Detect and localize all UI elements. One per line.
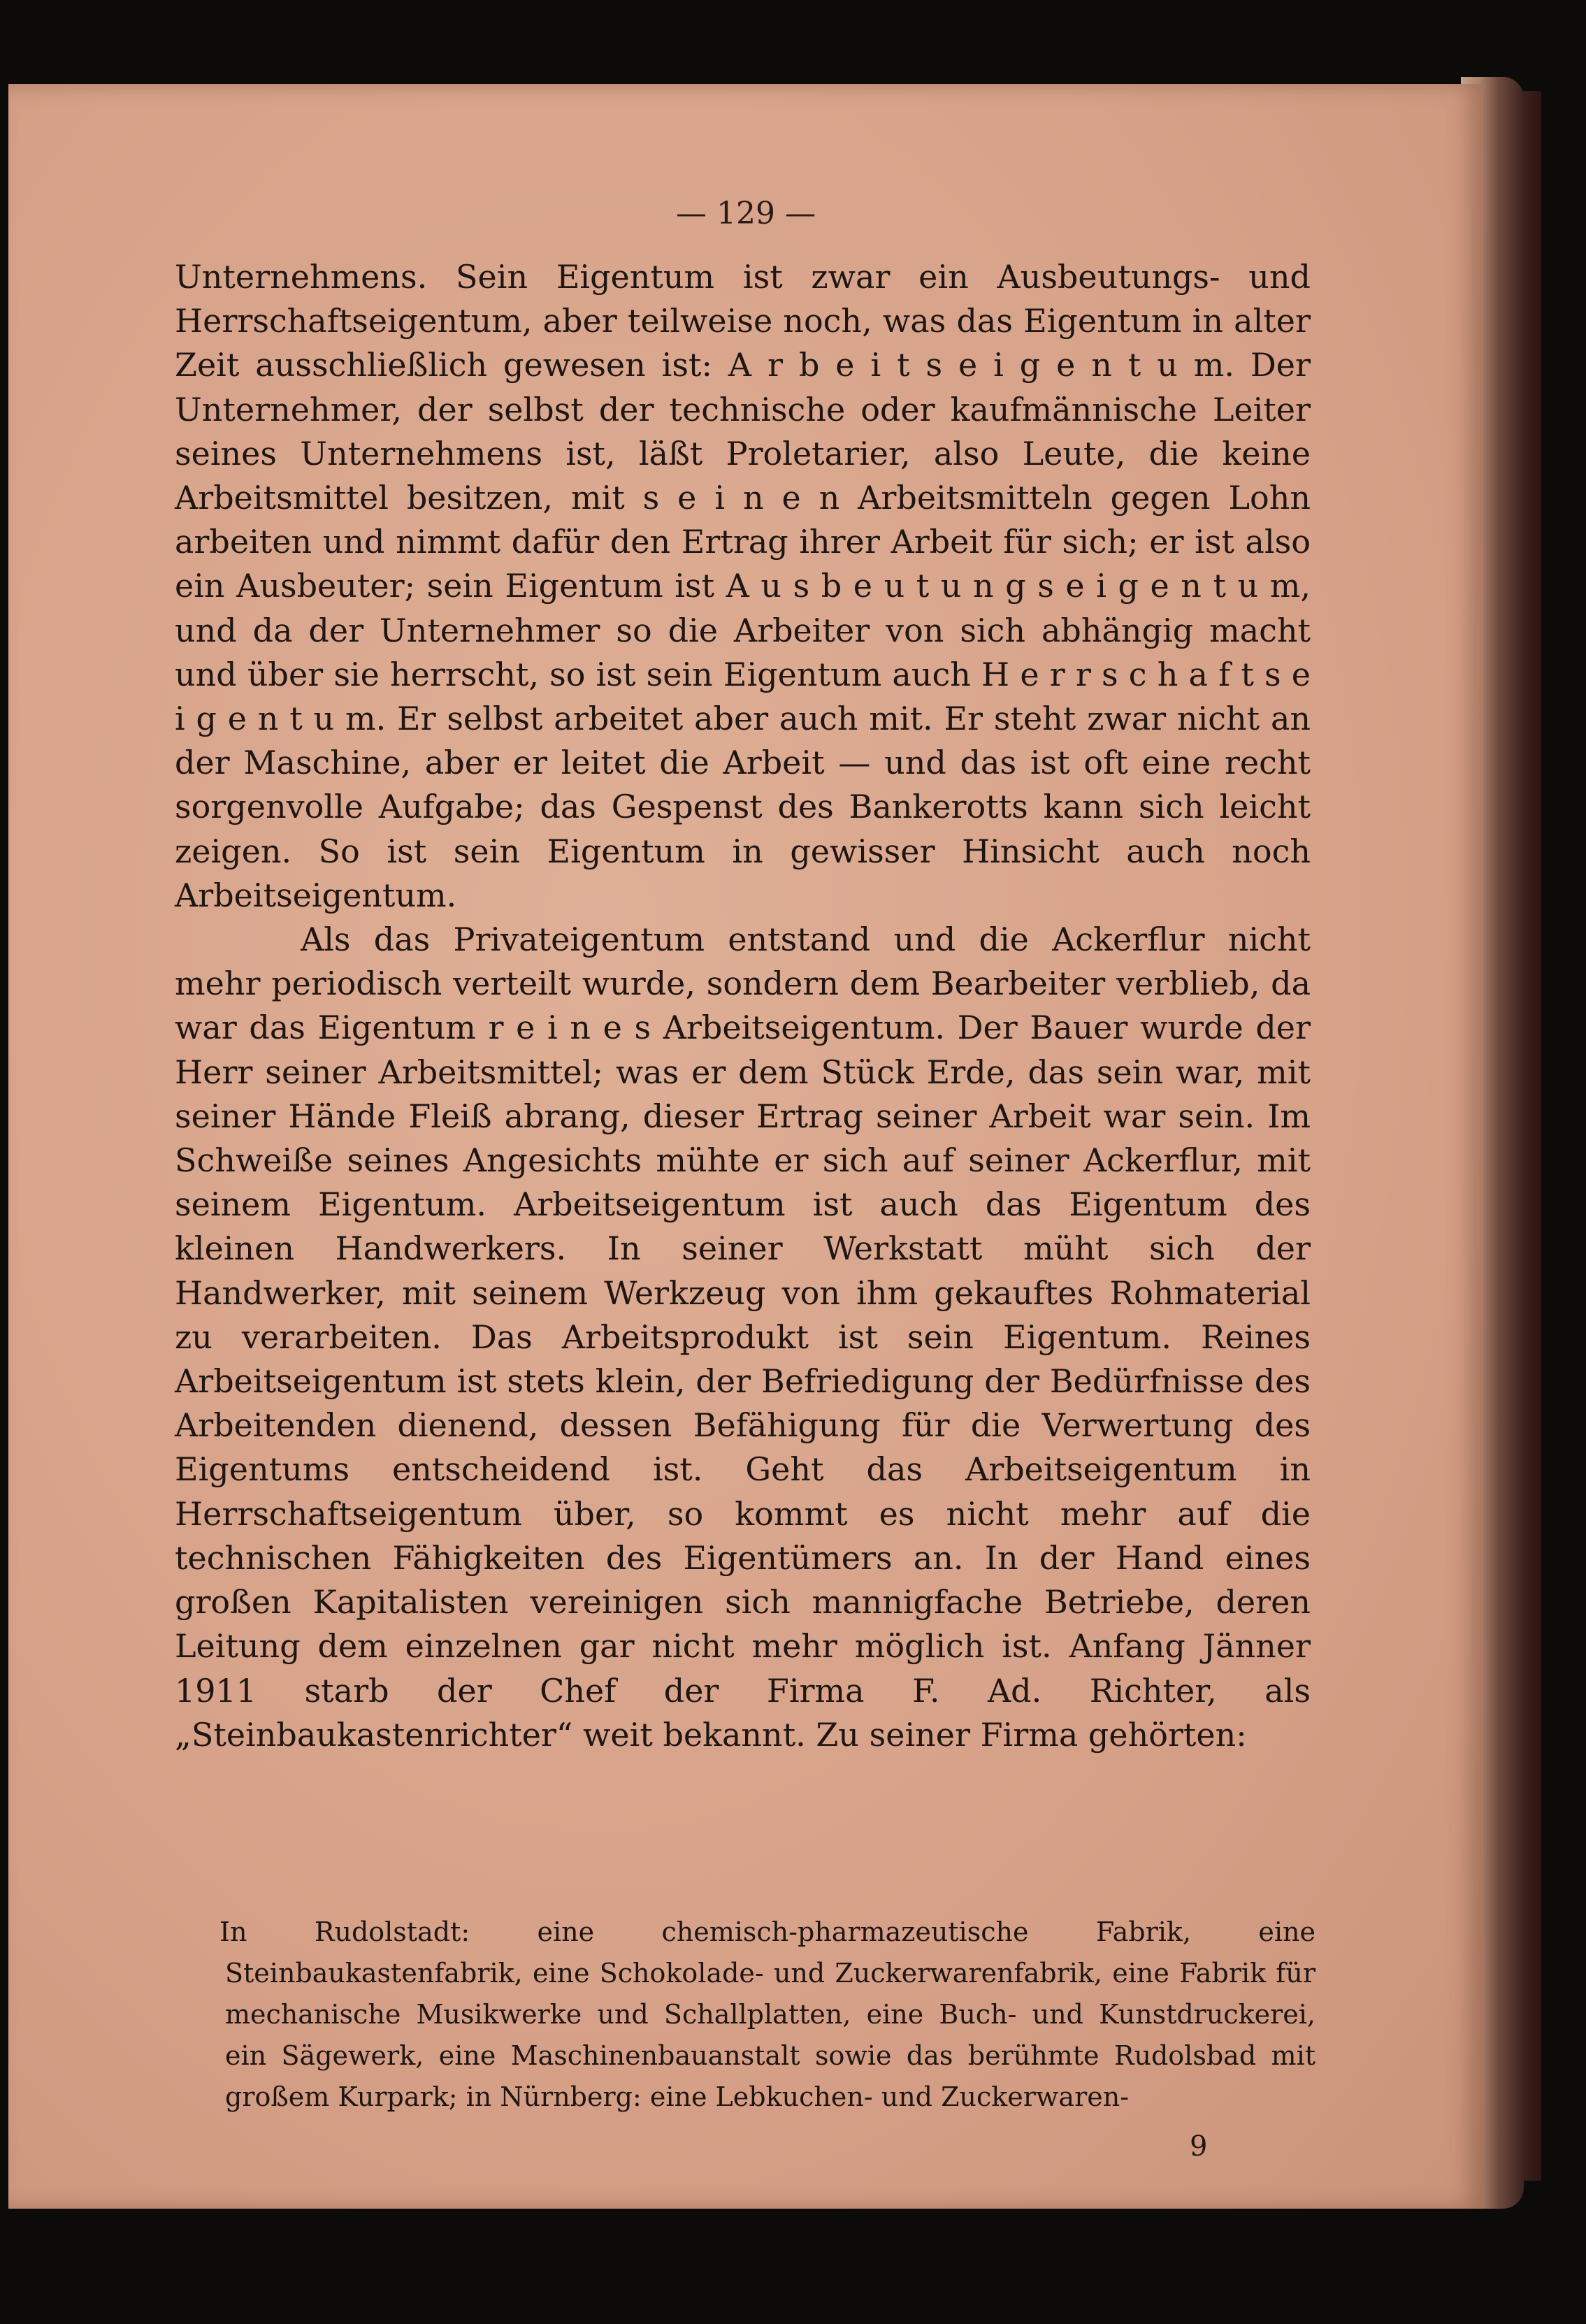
signature-mark: 9	[1190, 2130, 1208, 2163]
small-print-list: In Rudolstadt: eine chemisch-pharmazeutische Fabrik, eine Steinbaukastenfabrik, eine Schokolade- und Zuckerwarenfabrik, eine Fabrik für mechanische Musikwerke und Schallplatten, eine Buch- und Kunstdruckerei, ein Sägewerk, eine Maschinenbauanstalt sowie das berühmte Rudolsbad mit großem Kurpark; in Nürnberg: eine Lebkuchen- und Zuckerwaren-	[219, 1917, 1315, 2112]
book-page	[8, 84, 1483, 2209]
page-number: — 129 —	[676, 196, 816, 231]
paragraph-2: Als das Privateigentum entstand und die Ackerflur nicht mehr periodisch verteilt wurde, sondern dem Bearbeiter verblieb, da war das Eigentum r e i n e s Arbeitseigentum. Der Bauer wurde der Herr seiner Arbeitsmittel; was er dem Stück Erde, das sein war, mit seiner Hände Fleiß abrang, dieser Ertrag seiner Arbeit war sein. Im Schweiße seines Angesichts mühte er sich auf seiner Ackerflur, mit seinem Eigentum. Arbeitseigentum ist auch das Eigentum des kleinen Handwerkers. In seiner Werkstatt müht sich der Handwerker, mit seinem Werkzeug von ihm gekauftes Rohmaterial zu verarbeiten. Das Arbeitsprodukt ist sein Eigentum. Reines Arbeitseigentum ist stets klein, der Befriedigung der Bedürfnisse des Arbeitenden dienend, dessen Befähigung für die Verwertung des Eigentums entscheidend ist. Geht das Arbeitseigentum in Herrschaftseigentum über, so kommt es nicht mehr auf die technischen Fähigkeiten des Eigentümers an. In der Hand eines großen Kapitalisten vereinigen sich mannigfache Betriebe, deren Leitung dem einzelnen gar nicht mehr möglich ist. Anfang Jänner 1911 starb der Chef der Firma F. Ad. Richter, als „Steinbaukastenrichter“ weit bekannt. Zu seiner Firma gehörten:	[175, 921, 1311, 1754]
body-text	[175, 255, 1311, 1757]
paragraph-1: Unternehmens. Sein Eigentum ist zwar ein Ausbeutungs- und Herrschaftseigentum, aber teilweise noch, was das Eigentum in alter Zeit ausschließlich gewesen ist: A r b e i t s e i g e n t u m. Der Unternehmer, der selbst der technische oder kaufmännische Leiter seines Unternehmens ist, läßt Proletarier, also Leute, die keine Arbeitsmittel besitzen, mit s e i n e n Arbeitsmitteln gegen Lohn arbeiten und nimmt dafür den Ertrag ihrer Arbeit für sich; er ist also ein Ausbeuter; sein Eigentum ist A u s b e u t u n g s e i g e n t u m, und da der Unternehmer so die Arbeiter von sich abhängig macht und über sie herrscht, so ist sein Eigentum auch H e r r s c h a f t s e i g e n t u m. Er selbst arbeitet aber auch mit. Er steht zwar nicht an der Maschine, aber er leitet die Arbeit — und das ist oft eine recht sorgenvolle Aufgabe; das Gespenst des Bankerotts kann sich leicht zeigen. So ist sein Eigentum in gewisser Hinsicht auch noch Arbeitseigentum.	[175, 258, 1311, 914]
